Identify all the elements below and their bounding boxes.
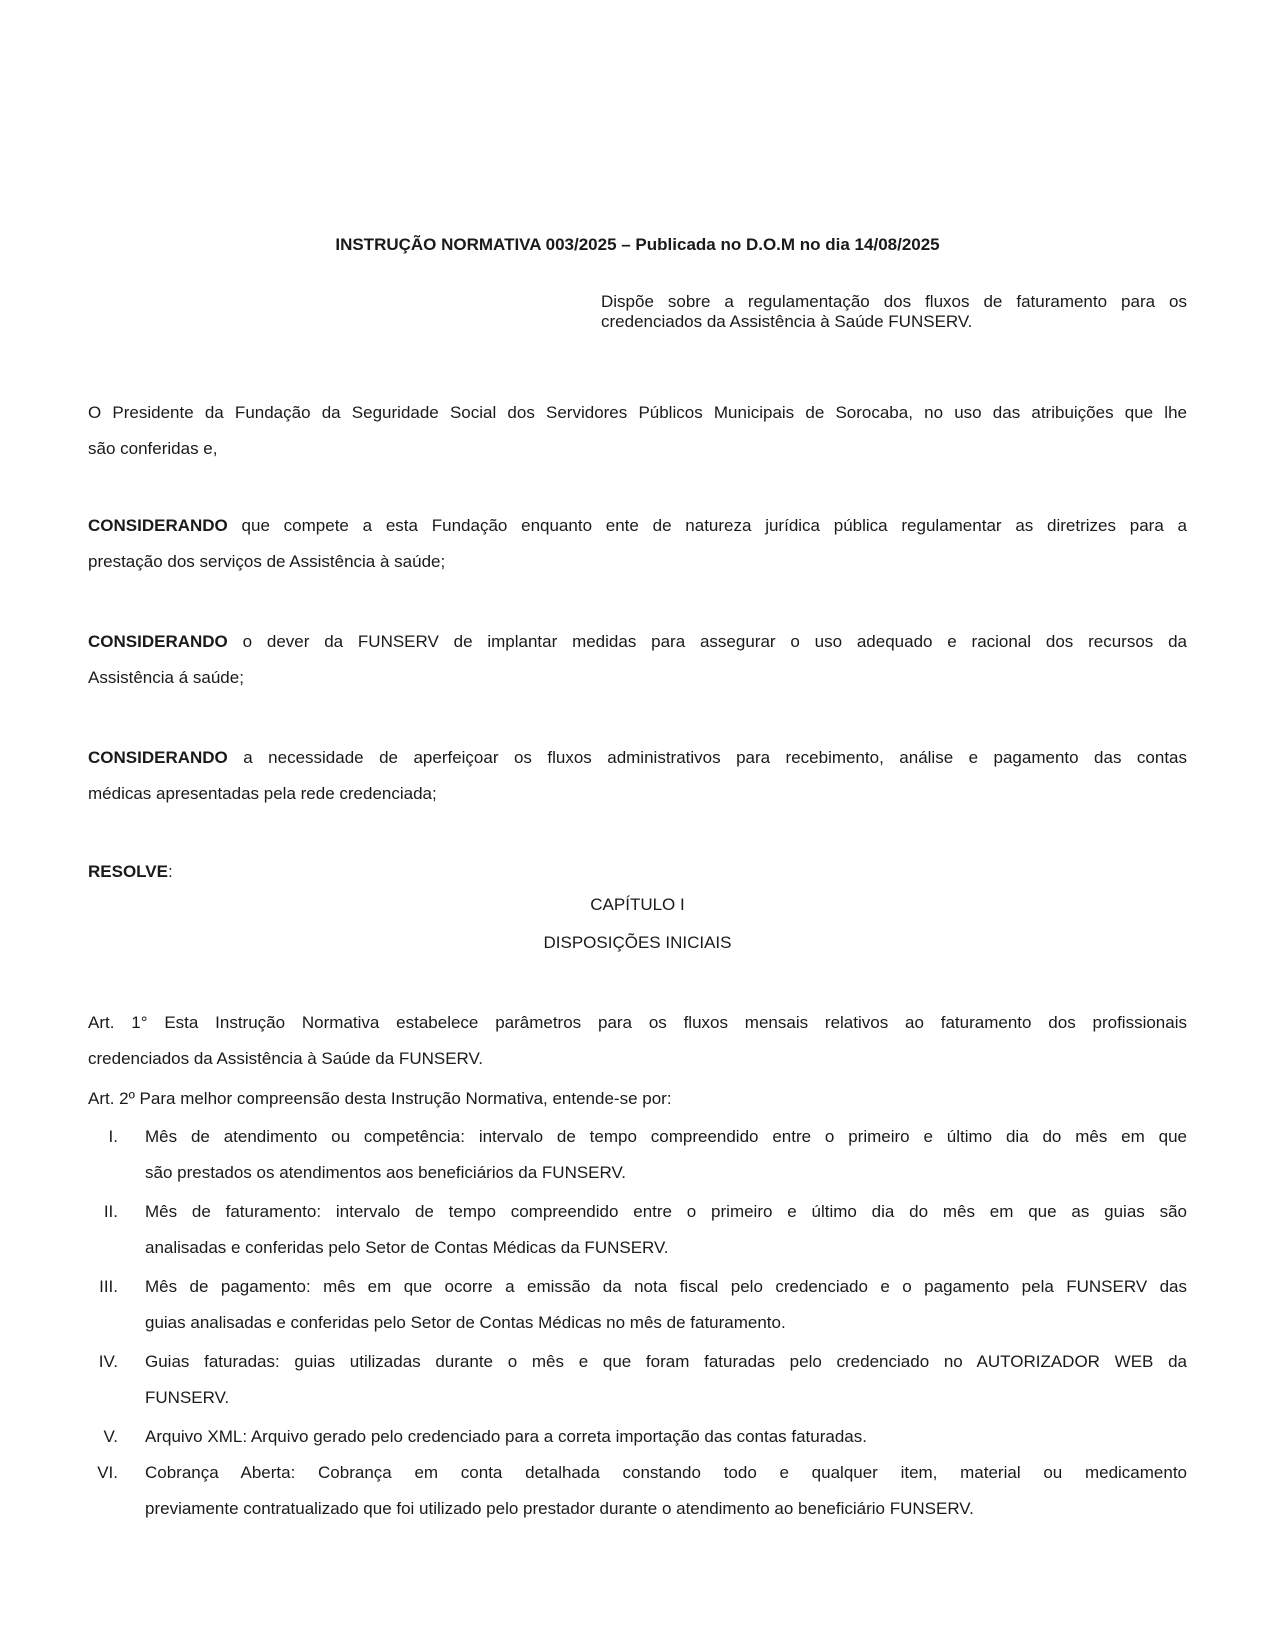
list-item-5	[88, 1419, 1187, 1455]
paragraph-line: Mês de atendimento ou competência: intervalo de tempo compreendido entre o primeiro e último dia do mês em que	[145, 1127, 1187, 1146]
paragraph-line: são prestados os atendimentos aos beneficiários da FUNSERV.	[145, 1163, 626, 1182]
paragraph-line: Art. 2º Para melhor compreensão desta Instrução Normativa, entende-se por:	[88, 1089, 672, 1108]
paragraph-text: a necessidade de aperfeiçoar os fluxos administrativos para recebimento, análise e pagamento das contas	[227, 748, 1187, 767]
list-item-1	[88, 1119, 1187, 1191]
paragraph-line: previamente contratualizado que foi utilizado pelo prestador durante o atendimento ao beneficiário FUNSERV.	[145, 1499, 974, 1518]
epigraph-line: credenciados da Assistência à Saúde FUNSERV.	[601, 312, 973, 331]
paragraph-line	[88, 740, 1187, 776]
considerando-paragraph-2	[88, 624, 1187, 696]
paragraph-text: que compete a esta Fundação enquanto ente de natureza jurídica pública regulamentar as diretrizes para a	[227, 516, 1187, 535]
list-item-2	[88, 1194, 1187, 1266]
chapter-subheading	[88, 925, 1187, 961]
list-item-text	[145, 1119, 1187, 1191]
considerando-lead: CONSIDERANDO	[88, 632, 228, 651]
list-item-text	[145, 1455, 1187, 1527]
paragraph-line: Cobrança Aberta: Cobrança em conta detalhada constando todo e qualquer item, material ou medicamento	[145, 1463, 1187, 1482]
considerando-paragraph-1	[88, 508, 1187, 580]
paragraph-text: o dever da FUNSERV de implantar medidas para assegurar o uso adequado e racional dos recursos da	[227, 632, 1187, 651]
list-marker: II.	[103, 1202, 118, 1221]
list-marker: I.	[108, 1127, 118, 1146]
list-item-text	[145, 1344, 1187, 1416]
article-1	[88, 1005, 1187, 1077]
considerando-lead: CONSIDERANDO	[88, 748, 228, 767]
chapter-subtitle: DISPOSIÇÕES INICIAIS	[543, 933, 732, 952]
epigraph	[601, 292, 1187, 332]
article-2	[88, 1081, 1187, 1117]
list-item-text	[145, 1269, 1187, 1341]
list-marker: VI.	[97, 1463, 118, 1482]
paragraph-line: guias analisadas e conferidas pelo Setor de Contas Médicas no mês de faturamento.	[145, 1313, 786, 1332]
paragraph-line	[88, 624, 1187, 660]
paragraph-line: Art. 1° Esta Instrução Normativa estabelece parâmetros para os fluxos mensais relativos ao faturamento dos profissionais	[88, 1013, 1187, 1032]
paragraph-line: médicas apresentadas pela rede credenciada;	[88, 784, 437, 803]
list-item-text	[145, 1194, 1187, 1266]
paragraph-line: O Presidente da Fundação da Seguridade Social dos Servidores Públicos Municipais de Sorocaba, no uso das atribuições que lhe	[88, 403, 1187, 422]
list-item-3	[88, 1269, 1187, 1341]
considerando-lead: CONSIDERANDO	[88, 516, 228, 535]
paragraph-line: Arquivo XML: Arquivo gerado pelo credenciado para a correta importação das contas faturadas.	[145, 1427, 867, 1446]
paragraph-line	[88, 508, 1187, 544]
paragraph-line: Mês de faturamento: intervalo de tempo compreendido entre o primeiro e último dia do mês em que as guias são	[145, 1202, 1187, 1221]
preamble-paragraph	[88, 395, 1187, 467]
paragraph-line: credenciados da Assistência à Saúde da FUNSERV.	[88, 1049, 484, 1068]
chapter-title: CAPÍTULO I	[590, 895, 685, 914]
paragraph-line: analisadas e conferidas pelo Setor de Contas Médicas da FUNSERV.	[145, 1238, 669, 1257]
paragraph-line: são conferidas e,	[88, 439, 218, 458]
paragraph-line	[88, 854, 1187, 890]
list-item-6	[88, 1455, 1187, 1527]
paragraph-line: Mês de pagamento: mês em que ocorre a emissão da nota fiscal pelo credenciado e o pagamento pela FUNSERV das	[145, 1277, 1187, 1296]
paragraph-line: Guias faturadas: guias utilizadas durante o mês e que foram faturadas pelo credenciado no AUTORIZADOR WEB da	[145, 1352, 1187, 1371]
resolve-lead: RESOLVE	[88, 862, 168, 881]
list-item-text	[145, 1419, 1187, 1455]
paragraph-line: Assistência á saúde;	[88, 668, 244, 687]
list-marker: III.	[99, 1277, 118, 1296]
considerando-paragraph-3	[88, 740, 1187, 812]
list-marker: IV.	[98, 1352, 118, 1371]
chapter-heading	[88, 887, 1187, 923]
document-title: INSTRUÇÃO NORMATIVA 003/2025 – Publicada no D.O.M no dia 14/08/2025	[335, 235, 940, 254]
list-marker: V.	[103, 1427, 118, 1446]
resolve-colon: :	[167, 862, 173, 881]
list-item-4	[88, 1344, 1187, 1416]
epigraph-line: Dispõe sobre a regulamentação dos fluxos de faturamento para os	[601, 292, 1187, 311]
resolve-line	[88, 854, 1187, 890]
paragraph-line: prestação dos serviços de Assistência à saúde;	[88, 552, 446, 571]
paragraph-line: FUNSERV.	[145, 1388, 230, 1407]
